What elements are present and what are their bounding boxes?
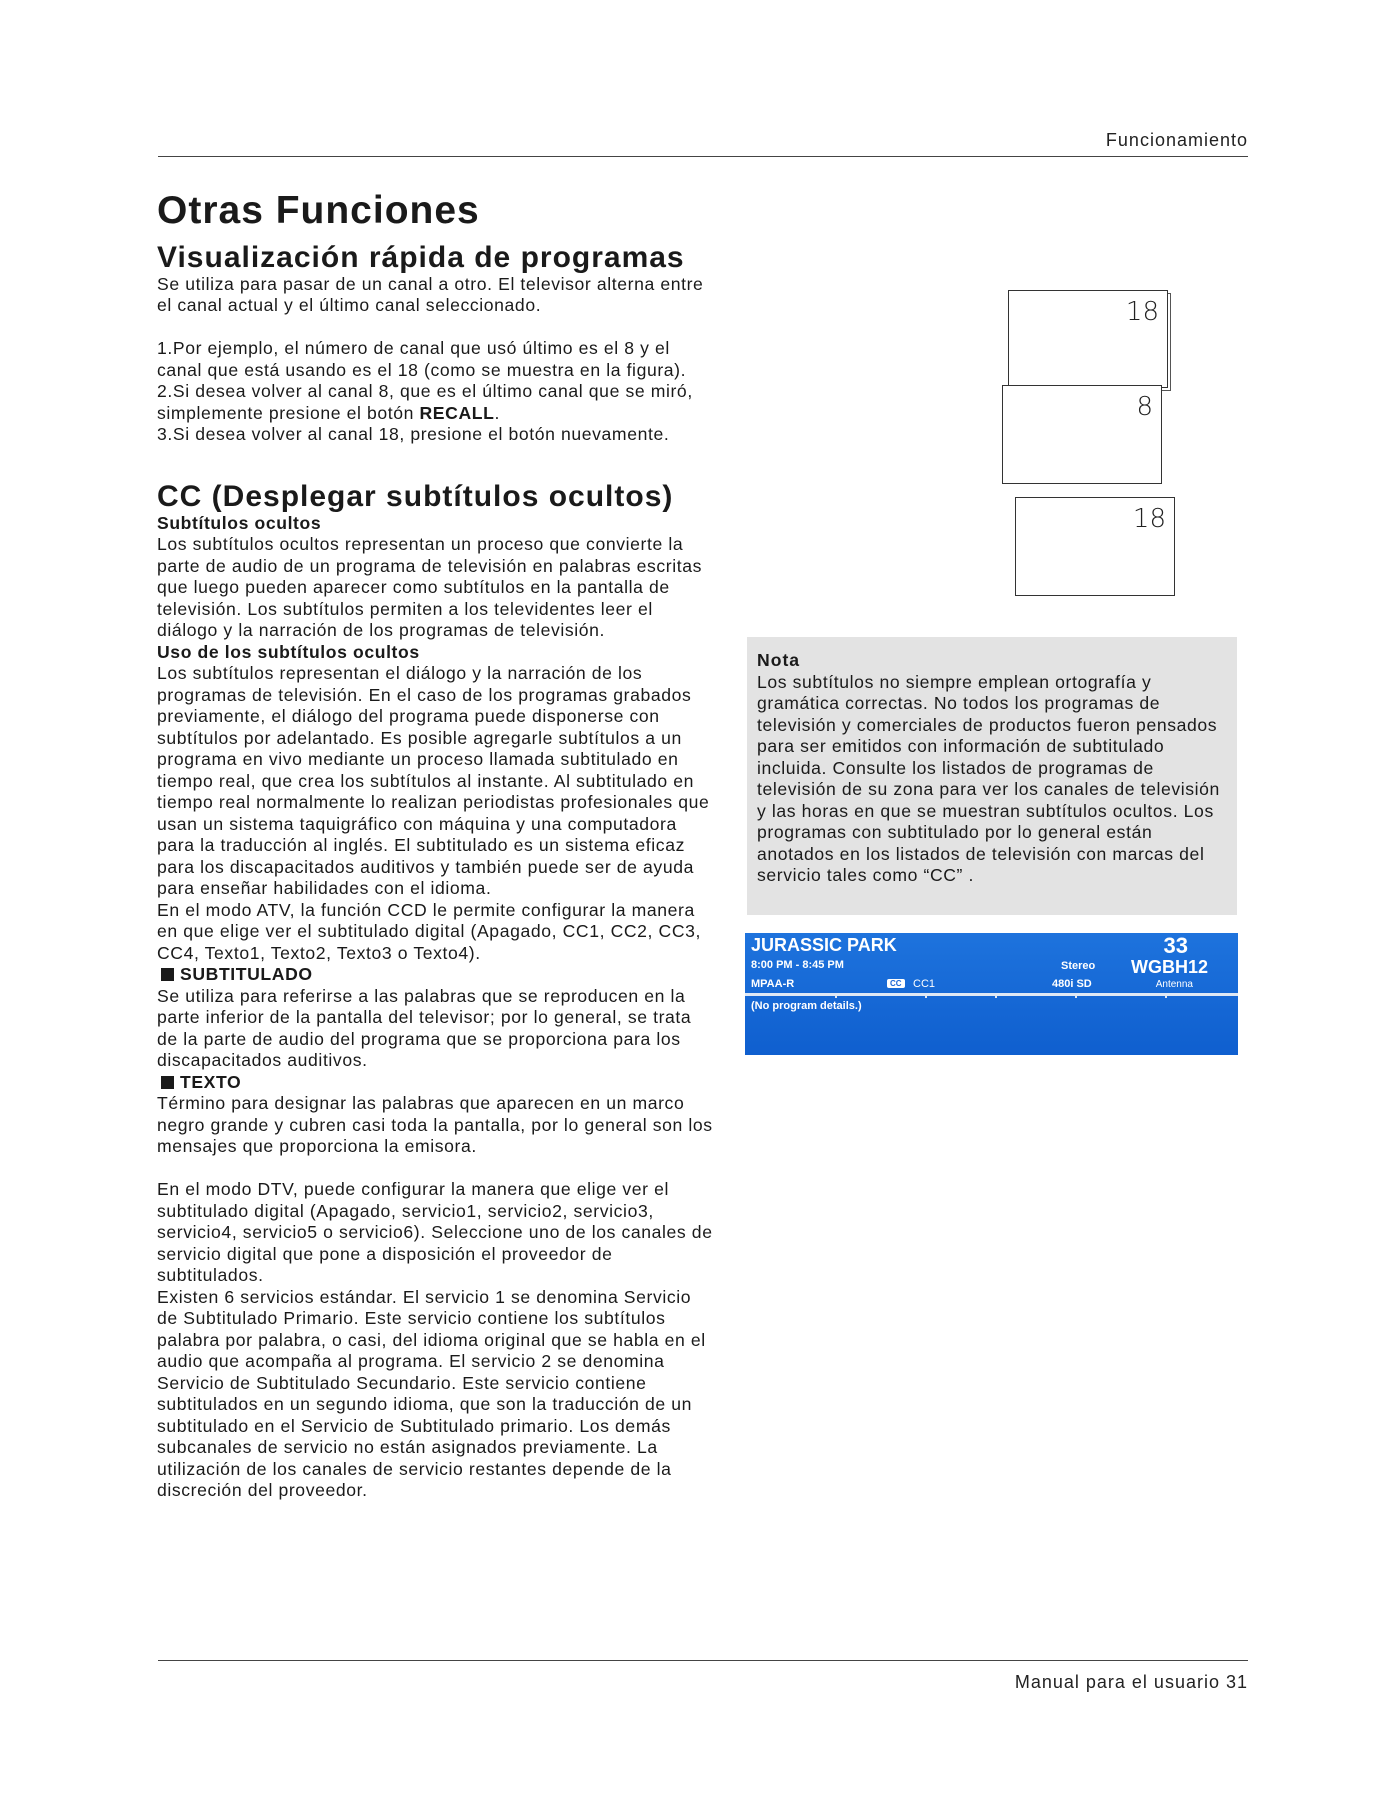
- channel-number: 18: [1132, 504, 1166, 534]
- station-name: WGBH12: [1130, 957, 1208, 977]
- recall-step-1: 1.Por ejemplo, el número de canal que usó último es el 8 y el canal que está usando es el 18 (como se muestra en la figura).: [157, 338, 687, 380]
- cc-subheading-1: Subtítulos ocultos: [157, 512, 322, 533]
- cc-subheading-3-label: SUBTITULADO: [180, 964, 313, 985]
- cc-paragraph-3: En el modo ATV, la función CCD le permite configurar la manera en que elige ver el subtitulado digital (Apagado, CC1, CC2, CC3, CC4, Texto1, Texto2, Texto3 o Texto4).: [157, 899, 702, 963]
- channel-number: 18: [1125, 297, 1159, 327]
- cc-subheading-4: [157, 1072, 717, 1094]
- cc-heading: CC (Desplegar subtítulos ocultos): [157, 479, 674, 513]
- timeline-tick: [1165, 993, 1167, 998]
- cc-subheading-3: [157, 964, 717, 986]
- header-rule: [158, 156, 1248, 157]
- square-bullet-icon: [161, 968, 174, 981]
- note-body: Los subtítulos no siempre emplean ortografía y gramática correctas. No todos los programas de televisión y comerciales de productos fueron pensados para ser emitidos con información de subtitulado incluida. Consulte los listados de programas de televisión de su zona para ver los canales de televisión y las horas en que se muestran subtítulos ocultos. Los programas con subtitulado por lo general están anotados en los listados de televisión con marcas del servicio tales como “CC” .: [757, 671, 1220, 885]
- cc-subheading-4-label: TEXTO: [180, 1071, 242, 1092]
- square-bullet-icon: [161, 1076, 174, 1089]
- recall-step-2-end: .: [494, 402, 500, 423]
- note-box: [747, 637, 1237, 915]
- main-column: [157, 190, 717, 1502]
- resolution: 480i SD: [1052, 978, 1092, 990]
- cc-paragraph-7: Existen 6 servicios estándar. El servicio 1 se denomina Servicio de Subtitulado Primario. Este servicio contiene los subtítulos palabra por palabra, o casi, del idioma original que se habla en el audio que acompaña al programa. El servicio 2 se denomina Servicio de Subtitulado Secundario. Este servicio contiene subtitulados en un segundo idioma, que son la traducción de un subtitulado en el Servicio de Subtitulado primario. Los demás subcanales de servicio no están asignados previamente. La utilización de los canales de servicio restantes depende de la discreción del proveedor.: [157, 1286, 706, 1501]
- cc-paragraph-2: Los subtítulos representan el diálogo y la narración de los programas de televisión. En el caso de los programas grabados previamente, el diálogo del programa puede disponerse con subtítulos por adelantado. Es posible agregarle subtítulos a un programa en vivo mediante un proceso llamada subtitulado en tiempo real, que crea los subtítulos al instante. Al subtitulado en tiempo real normalmente lo realizan periodistas profesionales que usan un sistema taquigráfico con máquina y una computadora para la traducción al inglés. El subtitulado es un sistema eficaz para los discapacitados auditivos y también puede ser de ayuda para enseñar habilidades con el idioma.: [157, 663, 710, 899]
- cc-paragraph-5: Término para designar las palabras que aparecen en un marco negro grande y cubren casi toda la pantalla, por lo general son los mensajes que proporciona la emisora.: [157, 1093, 713, 1157]
- timeline-tick: [925, 993, 927, 998]
- running-footer: Manual para el usuario 31: [1014, 1672, 1248, 1692]
- channel-box-recall: [1015, 497, 1175, 596]
- cc-paragraph-1: Los subtítulos ocultos representan un proceso que convierte la parte de audio de un programa de televisión en palabras escritas que luego pueden aparecer como subtítulos en la pantalla de televisión. Los subtítulos permiten a los televidentes leer el diálogo y la narración de los programas de televisión.: [157, 534, 703, 641]
- recall-step-2-text: 2.Si desea volver al canal 8, que es el último canal que se miró, simplemente presione el botón: [157, 381, 693, 423]
- recall-heading: Visualización rápida de programas: [157, 240, 685, 274]
- program-details: (No program details.): [751, 1000, 862, 1012]
- channel-number-display: 33: [1163, 933, 1188, 958]
- timeline-tick: [995, 993, 997, 998]
- program-time: 8:00 PM - 8:45 PM: [751, 959, 844, 971]
- recall-intro: Se utiliza para pasar de un canal a otro. El televisor alterna entre el canal actual y el último canal seleccionado.: [157, 273, 704, 316]
- channel-box-current: [1008, 290, 1168, 388]
- timeline-tick: [1075, 993, 1077, 998]
- audio-mode: Stereo: [1061, 960, 1096, 972]
- note-title: Nota: [757, 650, 801, 670]
- cc-service: CC1: [913, 978, 936, 990]
- recall-step-3: 3.Si desea volver al canal 18, presione el botón nuevamente.: [157, 424, 670, 445]
- signal-source: Antenna: [1155, 979, 1193, 990]
- recall-step-2: [157, 381, 717, 424]
- cc-paragraph-4: Se utiliza para referirse a las palabras que se reproducen en la parte inferior de la pantalla del televisor; por lo general, se trata de la parte de audio del programa que se proporciona para los discapacitados auditivos.: [157, 985, 692, 1071]
- cc-paragraph-6: En el modo DTV, puede configurar la manera que elige ver el subtitulado digital (Apagado, servicio1, servicio2, servicio3, servicio4, servicio5 o servicio6). Seleccione uno de los canales de servicio digital que pone a disposición el proveedor de subtitulados.: [157, 1179, 713, 1286]
- cc-icon: CC: [887, 979, 905, 988]
- cc-subheading-2: Uso de los subtítulos ocultos: [157, 641, 420, 662]
- footer-rule: [158, 1660, 1248, 1661]
- timeline-tick: [835, 993, 837, 998]
- program-rating: MPAA-R: [751, 978, 795, 990]
- page-title: Otras Funciones: [157, 189, 480, 232]
- tv-info-banner: [745, 933, 1238, 1055]
- running-header: Funcionamiento: [1105, 130, 1248, 150]
- channel-number: 8: [1136, 392, 1153, 422]
- recall-button-name: RECALL: [419, 402, 495, 423]
- program-title: JURASSIC PARK: [751, 935, 897, 955]
- channel-box-last: [1002, 385, 1162, 484]
